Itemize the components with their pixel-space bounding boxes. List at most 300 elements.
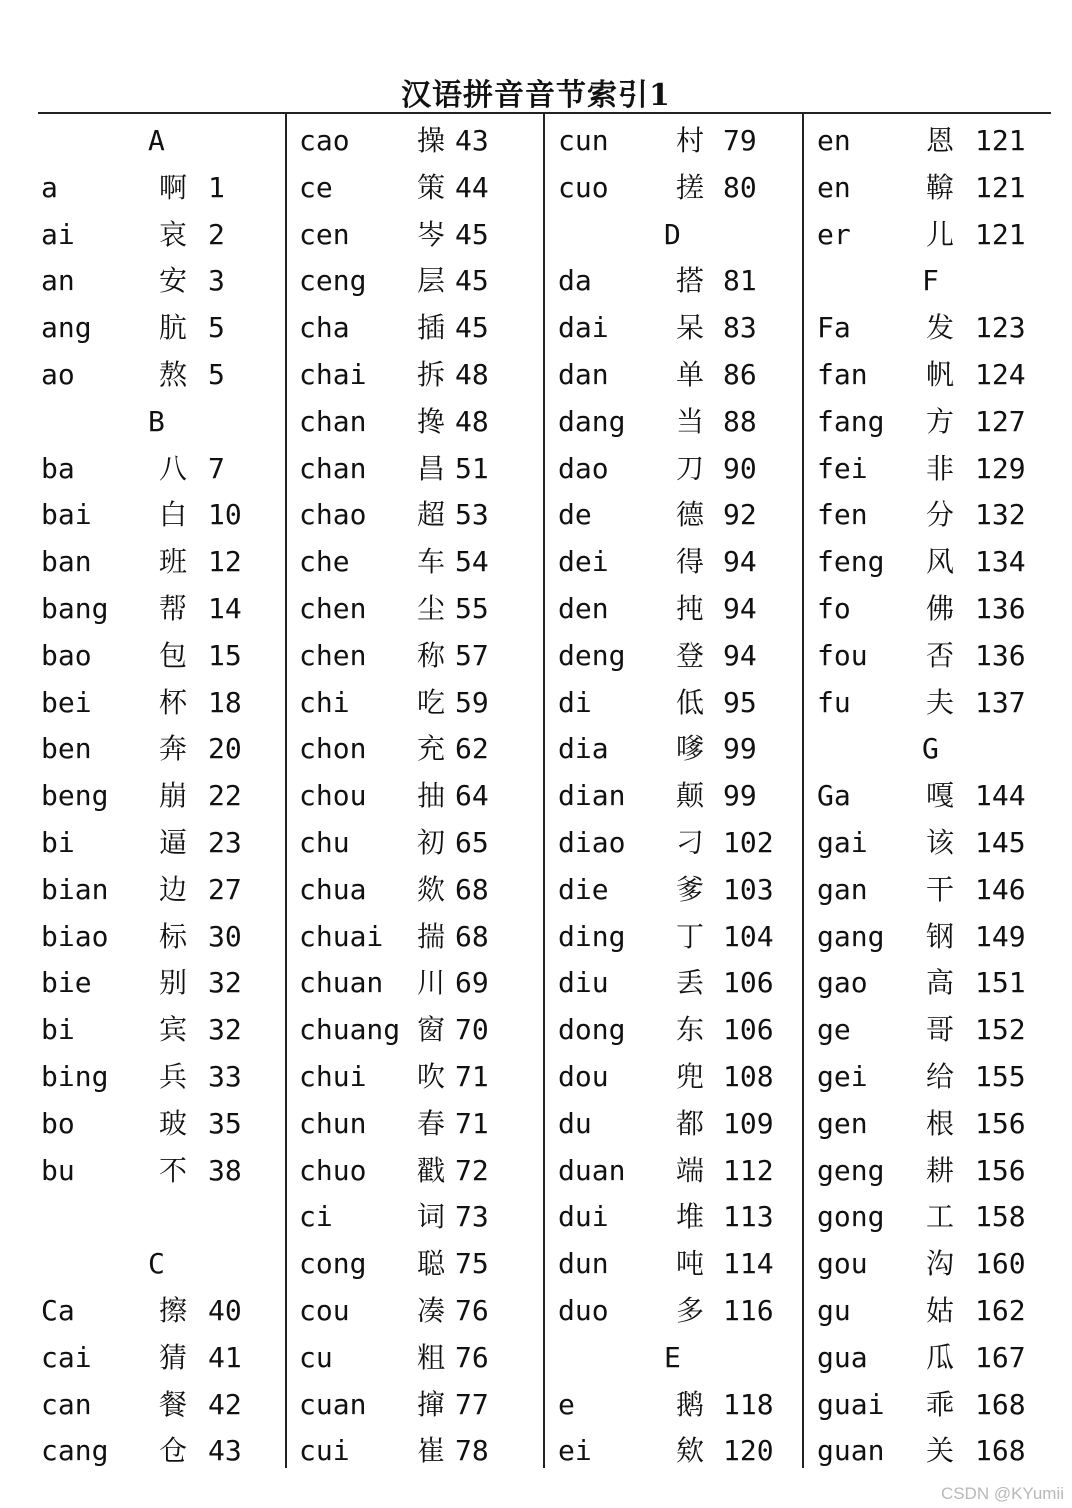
page-number: 146 [975, 873, 1026, 906]
example-character: 吨 [676, 1247, 705, 1280]
pinyin-syllable: gong [817, 1200, 885, 1233]
example-character: 包 [159, 639, 188, 672]
page-number: 144 [975, 779, 1026, 812]
index-entry [299, 867, 549, 913]
letter-heading: A [148, 124, 165, 157]
example-character: 姑 [926, 1294, 955, 1327]
index-entry [817, 1428, 1067, 1474]
pinyin-syllable: cun [558, 124, 609, 157]
example-character: 超 [417, 498, 446, 531]
index-entry [817, 1101, 1067, 1147]
pinyin-syllable: dei [558, 545, 609, 578]
pinyin-syllable: du [558, 1107, 592, 1140]
index-entry [299, 1148, 549, 1194]
index-entry [558, 867, 808, 913]
page-number: 78 [455, 1434, 489, 1467]
pinyin-syllable: cuo [558, 171, 609, 204]
page-number: 14 [208, 592, 242, 625]
pinyin-syllable: bian [41, 873, 109, 906]
example-character: 发 [926, 311, 955, 344]
example-character: 操 [417, 124, 446, 157]
pinyin-syllable: fan [817, 358, 868, 391]
index-entry [41, 352, 291, 398]
index-entry [817, 773, 1067, 819]
pinyin-syllable: gao [817, 966, 868, 999]
pinyin-syllable: ceng [299, 264, 367, 297]
page-number: 76 [455, 1294, 489, 1327]
example-character: 多 [676, 1294, 705, 1327]
index-entry [299, 1007, 549, 1053]
example-character: 乖 [926, 1388, 955, 1421]
index-entry [299, 633, 549, 679]
example-character: 搭 [676, 264, 705, 297]
pinyin-syllable: chi [299, 686, 350, 719]
page-number: 45 [455, 218, 489, 251]
pinyin-syllable: cao [299, 124, 350, 157]
example-character: 恩 [926, 124, 955, 157]
example-character: 颠 [676, 779, 705, 812]
example-character: 给 [926, 1060, 955, 1093]
example-character: 揣 [417, 920, 446, 953]
page-number: 51 [455, 452, 489, 485]
example-character: 吹 [417, 1060, 446, 1093]
pinyin-syllable: gei [817, 1060, 868, 1093]
example-character: 窗 [417, 1013, 446, 1046]
example-character: 钢 [926, 920, 955, 953]
page-number: 64 [455, 779, 489, 812]
index-entry [817, 446, 1067, 492]
index-entry [41, 1428, 291, 1474]
pinyin-syllable: guai [817, 1388, 885, 1421]
pinyin-syllable: bo [41, 1107, 75, 1140]
page-number: 32 [208, 966, 242, 999]
example-character: 丢 [676, 966, 705, 999]
index-entry [299, 212, 549, 258]
pinyin-syllable: ce [299, 171, 333, 204]
example-character: 得 [676, 545, 705, 578]
pinyin-syllable: feng [817, 545, 885, 578]
index-entry [299, 352, 549, 398]
pinyin-syllable: cuan [299, 1388, 367, 1421]
page-number: 137 [975, 686, 1026, 719]
pinyin-syllable: die [558, 873, 609, 906]
page-number: 59 [455, 686, 489, 719]
pinyin-syllable: cai [41, 1341, 92, 1374]
index-entry [41, 914, 291, 960]
pinyin-syllable: fen [817, 498, 868, 531]
index-entry [817, 352, 1067, 398]
pinyin-syllable: gu [817, 1294, 851, 1327]
index-entry [817, 914, 1067, 960]
page-number: 77 [455, 1388, 489, 1421]
pinyin-syllable: ao [41, 358, 75, 391]
page-number: 44 [455, 171, 489, 204]
example-character: 东 [676, 1013, 705, 1046]
pinyin-syllable: diu [558, 966, 609, 999]
example-character: 撺 [417, 1388, 446, 1421]
page-number: 155 [975, 1060, 1026, 1093]
index-entry [558, 1382, 808, 1428]
index-entry [41, 1335, 291, 1381]
example-character: 否 [926, 639, 955, 672]
page-number: 156 [975, 1107, 1026, 1140]
example-character: 兜 [676, 1060, 705, 1093]
example-character: 川 [417, 966, 446, 999]
page-number: 124 [975, 358, 1026, 391]
pinyin-syllable: bie [41, 966, 92, 999]
page-number: 72 [455, 1154, 489, 1187]
index-entry [558, 352, 808, 398]
example-character: 餐 [159, 1388, 188, 1421]
example-character: 戳 [417, 1154, 446, 1187]
page-number: 5 [208, 311, 225, 344]
index-entry [299, 118, 549, 164]
page-number: 109 [723, 1107, 774, 1140]
example-character: 嘎 [926, 779, 955, 812]
index-entry [299, 586, 549, 632]
page-number: 129 [975, 452, 1026, 485]
pinyin-syllable: ai [41, 218, 75, 251]
index-entry [558, 305, 808, 351]
example-character: 充 [417, 732, 446, 765]
page-number: 43 [208, 1434, 242, 1467]
example-character: 擦 [159, 1294, 188, 1327]
page-number: 108 [723, 1060, 774, 1093]
page-number: 32 [208, 1013, 242, 1046]
example-character: 堆 [676, 1200, 705, 1233]
pinyin-syllable: cou [299, 1294, 350, 1327]
index-entry [558, 820, 808, 866]
index-entry [299, 446, 549, 492]
example-character: 瓜 [926, 1341, 955, 1374]
index-entry [299, 1054, 549, 1100]
pinyin-syllable: dian [558, 779, 626, 812]
example-character: 熬 [159, 358, 188, 391]
page-number: 123 [975, 311, 1026, 344]
index-entry [299, 820, 549, 866]
example-character: 啊 [159, 171, 188, 204]
example-character: 根 [926, 1107, 955, 1140]
page-number: 145 [975, 826, 1026, 859]
page-number: 68 [455, 920, 489, 953]
index-entry [817, 586, 1067, 632]
example-character: 丁 [676, 920, 705, 953]
pinyin-syllable: cha [299, 311, 350, 344]
index-entry [817, 1007, 1067, 1053]
pinyin-syllable: ba [41, 452, 75, 485]
index-entry [299, 1382, 549, 1428]
example-character: 聪 [417, 1247, 446, 1280]
example-character: 方 [926, 405, 955, 438]
page-number: 104 [723, 920, 774, 953]
index-entry [558, 165, 808, 211]
page-number: 136 [975, 592, 1026, 625]
index-entry [41, 960, 291, 1006]
example-character: 耕 [926, 1154, 955, 1187]
pinyin-syllable: a [41, 171, 58, 204]
pinyin-syllable: an [41, 264, 75, 297]
example-character: 单 [676, 358, 705, 391]
pinyin-syllable: duo [558, 1294, 609, 1327]
pinyin-syllable: gua [817, 1341, 868, 1374]
index-entry [817, 1288, 1067, 1334]
index-entry [558, 1101, 808, 1147]
example-character: 分 [926, 498, 955, 531]
index-entry [558, 446, 808, 492]
example-character: 鞥 [926, 171, 955, 204]
page-number: 83 [723, 311, 757, 344]
example-character: 村 [676, 124, 705, 157]
page-number: 160 [975, 1247, 1026, 1280]
page-number: 113 [723, 1200, 774, 1233]
page-number: 112 [723, 1154, 774, 1187]
example-character: 猜 [159, 1341, 188, 1374]
pinyin-syllable: cong [299, 1247, 367, 1280]
example-character: 搀 [417, 405, 446, 438]
example-character: 鹅 [676, 1388, 705, 1421]
example-character: 德 [676, 498, 705, 531]
example-character: 吃 [417, 686, 446, 719]
example-character: 干 [926, 873, 955, 906]
page-number: 15 [208, 639, 242, 672]
pinyin-syllable: chuai [299, 920, 384, 953]
page-number: 70 [455, 1013, 489, 1046]
example-character: 逼 [159, 826, 188, 859]
pinyin-syllable: e [558, 1388, 575, 1421]
example-character: 搓 [676, 171, 705, 204]
page-number: 43 [455, 124, 489, 157]
example-character: 崩 [159, 779, 188, 812]
page-number: 92 [723, 498, 757, 531]
index-entry [299, 539, 549, 585]
pinyin-syllable: dao [558, 452, 609, 485]
example-character: 肮 [159, 311, 188, 344]
index-entry [558, 1288, 808, 1334]
index-entry [817, 680, 1067, 726]
index-entry [299, 492, 549, 538]
pinyin-syllable: chun [299, 1107, 367, 1140]
index-entry [817, 1382, 1067, 1428]
letter-heading: B [148, 405, 165, 438]
page-number: 18 [208, 686, 242, 719]
example-character: 边 [159, 873, 188, 906]
pinyin-syllable: cu [299, 1341, 333, 1374]
index-entry [41, 1382, 291, 1428]
index-entry [299, 960, 549, 1006]
pinyin-syllable: da [558, 264, 592, 297]
example-character: 刁 [676, 826, 705, 859]
index-entry [558, 914, 808, 960]
index-entry [558, 539, 808, 585]
letter-heading: E [664, 1341, 681, 1374]
index-entry [817, 1241, 1067, 1287]
example-character: 欸 [676, 1434, 705, 1467]
page-number: 151 [975, 966, 1026, 999]
example-character: 粗 [417, 1341, 446, 1374]
pinyin-syllable: dun [558, 1247, 609, 1280]
index-entry [299, 1101, 549, 1147]
pinyin-syllable: fo [817, 592, 851, 625]
page-number: 7 [208, 452, 225, 485]
pinyin-syllable: bing [41, 1060, 109, 1093]
index-entry [299, 1335, 549, 1381]
page-number: 90 [723, 452, 757, 485]
example-character: 帮 [159, 592, 188, 625]
page-number: 20 [208, 732, 242, 765]
page-number: 42 [208, 1388, 242, 1421]
example-character: 端 [676, 1154, 705, 1187]
page-number: 118 [723, 1388, 774, 1421]
index-entry [817, 399, 1067, 445]
example-character: 哥 [926, 1013, 955, 1046]
index-entry [299, 773, 549, 819]
example-character: 沟 [926, 1247, 955, 1280]
pinyin-syllable: gen [817, 1107, 868, 1140]
index-entry [817, 305, 1067, 351]
index-entry [817, 867, 1067, 913]
pinyin-syllable: geng [817, 1154, 885, 1187]
page-number: 45 [455, 311, 489, 344]
pinyin-syllable: biao [41, 920, 109, 953]
pinyin-syllable: chui [299, 1060, 367, 1093]
pinyin-syllable: chan [299, 452, 367, 485]
page-number: 167 [975, 1341, 1026, 1374]
index-entry [558, 258, 808, 304]
pinyin-syllable: dou [558, 1060, 609, 1093]
example-character: 高 [926, 966, 955, 999]
page-number: 79 [723, 124, 757, 157]
pinyin-syllable: fei [817, 452, 868, 485]
page-number: 76 [455, 1341, 489, 1374]
example-character: 都 [676, 1107, 705, 1140]
example-character: 呆 [676, 311, 705, 344]
pinyin-syllable: chao [299, 498, 367, 531]
example-character: 宾 [159, 1013, 188, 1046]
example-character: 凑 [417, 1294, 446, 1327]
index-entry [817, 960, 1067, 1006]
pinyin-syllable: chuan [299, 966, 384, 999]
example-character: 别 [159, 966, 188, 999]
pinyin-syllable: er [817, 218, 851, 251]
example-character: 标 [159, 920, 188, 953]
pinyin-syllable: di [558, 686, 592, 719]
example-character: 哀 [159, 218, 188, 251]
page-number: 57 [455, 639, 489, 672]
letter-heading: G [922, 732, 939, 765]
example-character: 低 [676, 686, 705, 719]
page-number: 53 [455, 498, 489, 531]
pinyin-syllable: ban [41, 545, 92, 578]
page-number: 102 [723, 826, 774, 859]
page-number: 62 [455, 732, 489, 765]
page-number: 127 [975, 405, 1026, 438]
index-entry [558, 1241, 808, 1287]
example-character: 工 [926, 1200, 955, 1233]
watermark: CSDN @KYumii [940, 1484, 1064, 1503]
index-entry [558, 492, 808, 538]
pinyin-syllable: dai [558, 311, 609, 344]
page-number: 54 [455, 545, 489, 578]
page-title: 汉语拼音音节索引1 [401, 78, 671, 113]
index-entry [41, 726, 291, 772]
index-entry [817, 1335, 1067, 1381]
index-entry [817, 165, 1067, 211]
example-character: 夫 [926, 686, 955, 719]
pinyin-syllable: can [41, 1388, 92, 1421]
index-entry [558, 773, 808, 819]
example-character: 抽 [417, 779, 446, 812]
page-number: 94 [723, 639, 757, 672]
pinyin-syllable: chua [299, 873, 367, 906]
pinyin-syllable: de [558, 498, 592, 531]
example-character: 崔 [417, 1434, 446, 1467]
example-character: 不 [159, 1154, 188, 1187]
pinyin-syllable: Fa [817, 311, 851, 344]
page-number: 121 [975, 124, 1026, 157]
pinyin-syllable: en [817, 124, 851, 157]
index-entry [299, 1288, 549, 1334]
page-number: 68 [455, 873, 489, 906]
example-character: 车 [417, 545, 446, 578]
letter-heading: F [922, 264, 939, 297]
index-entry [558, 960, 808, 1006]
page-number: 73 [455, 1200, 489, 1233]
page-number: 86 [723, 358, 757, 391]
index-entry [817, 492, 1067, 538]
page-number: 75 [455, 1247, 489, 1280]
index-entry [41, 1101, 291, 1147]
index-entry [558, 680, 808, 726]
index-entry [299, 680, 549, 726]
pinyin-syllable: chu [299, 826, 350, 859]
index-entry [299, 258, 549, 304]
page-number: 12 [208, 545, 242, 578]
index-entry [41, 633, 291, 679]
pinyin-syllable: bi [41, 826, 75, 859]
page-number: 88 [723, 405, 757, 438]
pinyin-syllable: dang [558, 405, 626, 438]
pinyin-syllable: fang [817, 405, 885, 438]
index-entry [41, 165, 291, 211]
page-number: 71 [455, 1060, 489, 1093]
index-entry [41, 680, 291, 726]
example-character: 词 [417, 1200, 446, 1233]
page-number: 3 [208, 264, 225, 297]
example-character: 层 [417, 264, 446, 297]
letter-heading: D [664, 218, 681, 251]
page-number: 81 [723, 264, 757, 297]
index-entry [41, 867, 291, 913]
index-entry [817, 1148, 1067, 1194]
index-entry [558, 1428, 808, 1474]
index-entry [41, 1148, 291, 1194]
page-number: 1 [208, 171, 225, 204]
pinyin-syllable: gou [817, 1247, 868, 1280]
pinyin-syllable: chuang [299, 1013, 401, 1046]
pinyin-syllable: dong [558, 1013, 626, 1046]
pinyin-syllable: chen [299, 639, 367, 672]
pinyin-syllable: dia [558, 732, 609, 765]
example-character: 插 [417, 311, 446, 344]
pinyin-syllable: deng [558, 639, 626, 672]
example-character: 非 [926, 452, 955, 485]
example-character: 关 [926, 1434, 955, 1467]
example-character: 春 [417, 1107, 446, 1140]
page-number: 136 [975, 639, 1026, 672]
pinyin-syllable: gang [817, 920, 885, 953]
page-number: 40 [208, 1294, 242, 1327]
index-entry [558, 726, 808, 772]
